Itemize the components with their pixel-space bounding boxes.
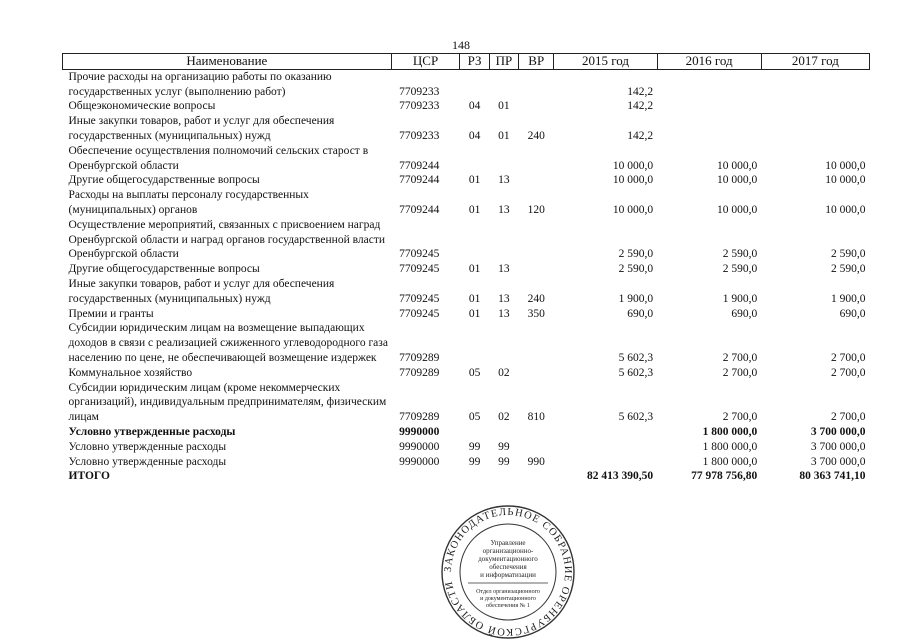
- cell-csr: 7709244: [399, 174, 440, 187]
- cell-rz: 01: [468, 174, 481, 187]
- cell-vr: 350: [527, 307, 545, 320]
- cell-y2015: 5 602,3: [618, 411, 654, 424]
- cell-y2015: 142,2: [627, 85, 654, 98]
- cell-vr: [519, 173, 554, 188]
- cell-rz: [460, 69, 489, 99]
- cell-y2017: 80 363 741,10: [799, 470, 866, 483]
- page-number: 148: [452, 38, 470, 52]
- stamp-inner-line-4: обеспечения: [489, 563, 527, 571]
- cell-y2015: 5 602,3: [618, 366, 654, 379]
- cell-pr: 13: [498, 292, 510, 305]
- cell-name: Премии и гранты: [68, 307, 154, 320]
- cell-csr: 7709244: [399, 159, 440, 172]
- cell-y2015: [554, 425, 657, 440]
- stamp-inner-line-7: и документационного: [480, 596, 536, 602]
- cell-pr: 01: [498, 100, 510, 113]
- cell-y2016: 1 800 000,0: [702, 455, 758, 468]
- cell-y2016: 77 978 756,80: [691, 470, 758, 483]
- cell-csr: 7709233: [399, 100, 440, 113]
- cell-rz: [460, 218, 489, 262]
- table-row: [63, 144, 870, 174]
- cell-vr: [519, 366, 554, 381]
- cell-y2015: 10 000,0: [612, 203, 654, 216]
- cell-vr: [519, 218, 554, 262]
- header-pr: ПР: [489, 54, 518, 70]
- cell-rz: 05: [468, 411, 481, 424]
- cell-csr: 9990000: [399, 425, 440, 438]
- table-header-row: [63, 54, 870, 70]
- cell-name: Расходы на выплаты персоналу государственных (муниципальных) органов: [68, 189, 309, 216]
- cell-csr: [391, 469, 460, 484]
- cell-vr: [519, 469, 554, 484]
- cell-y2017: 2 700,0: [831, 351, 866, 364]
- cell-rz: 01: [468, 292, 481, 305]
- table-row: [63, 307, 870, 322]
- cell-name: Субсидии юридическим лицам на возмещение выпадающих доходов в связи с реализацией сжиженного углеводородного газа населению по цене, не обеспечивающей возмещение издержек: [68, 322, 388, 364]
- header-vr: ВР: [519, 54, 554, 70]
- header-name: Наименование: [63, 54, 392, 70]
- cell-name: Другие общегосударственные вопросы: [68, 174, 260, 187]
- table-row: [63, 69, 870, 99]
- cell-name: Иные закупки товаров, работ и услуг для обеспечения государственных (муниципальных) нужд: [68, 115, 335, 142]
- cell-y2016: 2 700,0: [722, 366, 758, 379]
- cell-csr: 7709245: [399, 263, 440, 276]
- cell-csr: 9990000: [399, 455, 440, 468]
- cell-y2015: 2 590,0: [618, 248, 654, 261]
- cell-csr: 7709289: [399, 351, 440, 364]
- cell-vr: 990: [527, 455, 545, 468]
- cell-rz: 99: [468, 455, 481, 468]
- cell-vr: 810: [527, 411, 545, 424]
- cell-y2016: 1 800 000,0: [702, 440, 758, 453]
- cell-y2017: 2 700,0: [831, 366, 866, 379]
- cell-y2017: 10 000,0: [825, 174, 866, 187]
- table-row: [63, 440, 870, 455]
- cell-csr: 7709244: [399, 203, 440, 216]
- table-row: [63, 366, 870, 381]
- cell-rz: [460, 321, 489, 365]
- cell-name: Обеспечение осуществления полномочий сельских старост в Оренбургской области: [68, 144, 369, 172]
- cell-name: Общеэкономические вопросы: [68, 100, 216, 113]
- cell-y2017: 2 700,0: [831, 411, 866, 424]
- cell-vr: [519, 144, 554, 174]
- cell-y2017: [761, 69, 869, 99]
- cell-name: Условно утвержденные расходы: [68, 455, 227, 468]
- cell-vr: [519, 99, 554, 114]
- official-stamp: [438, 503, 578, 640]
- cell-y2016: 2 590,0: [722, 248, 758, 261]
- cell-csr: 7709289: [399, 366, 440, 379]
- cell-csr: 7709233: [399, 129, 440, 142]
- cell-y2015: 142,2: [627, 100, 654, 113]
- cell-y2015: 690,0: [627, 307, 654, 320]
- cell-y2016: [657, 114, 761, 144]
- cell-y2016: 1 800 000,0: [702, 425, 758, 438]
- cell-y2016: 690,0: [731, 307, 758, 320]
- stamp-inner-line-6: Отдел организационного: [476, 589, 540, 595]
- cell-y2016: 10 000,0: [716, 203, 758, 216]
- cell-y2015: 2 590,0: [618, 263, 654, 276]
- cell-pr: [489, 218, 518, 262]
- cell-y2016: [657, 99, 761, 114]
- cell-pr: 13: [498, 263, 510, 276]
- cell-rz: 01: [468, 263, 481, 276]
- cell-y2017: [761, 114, 869, 144]
- cell-y2017: 3 700 000,0: [810, 455, 866, 468]
- cell-name: Другие общегосударственные вопросы: [68, 263, 260, 276]
- cell-pr: [489, 425, 518, 440]
- cell-rz: 04: [468, 100, 481, 113]
- table-row: [63, 455, 870, 470]
- cell-y2015: 82 413 390,50: [586, 470, 654, 483]
- cell-y2015: 1 900,0: [618, 292, 654, 305]
- stamp-inner-line-1: Управление: [490, 539, 526, 547]
- cell-y2015: 5 602,3: [618, 351, 654, 364]
- cell-vr: [519, 440, 554, 455]
- cell-y2015: 10 000,0: [612, 159, 654, 172]
- stamp-inner-line-5: и информатизации: [480, 571, 536, 579]
- cell-pr: 01: [498, 129, 510, 142]
- table-row: [63, 188, 870, 218]
- table-row: [63, 425, 870, 440]
- cell-y2016: [657, 69, 761, 99]
- cell-csr: 7709245: [399, 248, 440, 261]
- cell-name: Субсидии юридическим лицам (кроме некоммерческих организаций), индивидуальным предпринимателям, физическим лицам: [68, 381, 387, 424]
- cell-y2015: [554, 455, 657, 470]
- cell-y2017: 10 000,0: [825, 159, 866, 172]
- cell-pr: 99: [498, 440, 510, 453]
- table-row: [63, 99, 870, 114]
- cell-csr: 7709245: [399, 292, 440, 305]
- cell-pr: 99: [498, 455, 510, 468]
- cell-rz: [460, 469, 489, 484]
- cell-pr: 02: [498, 411, 510, 424]
- table-row: [63, 262, 870, 277]
- cell-y2016: 1 900,0: [722, 292, 758, 305]
- cell-rz: 04: [468, 129, 481, 142]
- cell-vr: [519, 425, 554, 440]
- cell-rz: [460, 144, 489, 174]
- cell-y2015: 142,2: [627, 129, 654, 142]
- cell-pr: 13: [498, 174, 510, 187]
- stamp-inner-line-8: обеспечения № 1: [486, 603, 530, 609]
- cell-rz: 01: [468, 203, 481, 216]
- budget-table: [62, 53, 870, 484]
- table-row: [63, 321, 870, 365]
- cell-pr: [489, 69, 518, 99]
- cell-csr: 7709289: [399, 411, 440, 424]
- cell-pr: 13: [498, 203, 510, 216]
- cell-vr: [519, 69, 554, 99]
- cell-vr: [519, 321, 554, 365]
- cell-y2015: 10 000,0: [612, 174, 654, 187]
- cell-y2016: 2 700,0: [722, 351, 758, 364]
- cell-name: Осуществление мероприятий, связанных с присвоением наград Оренбургской области и наград органов государственной власти Оренбургской области: [68, 218, 386, 261]
- cell-name: Условно утвержденные расходы: [68, 425, 236, 438]
- cell-y2017: 2 590,0: [831, 248, 866, 261]
- cell-name: Коммунальное хозяйство: [68, 366, 193, 379]
- cell-y2017: [761, 99, 869, 114]
- cell-vr: [519, 262, 554, 277]
- table-row: [63, 381, 870, 425]
- cell-pr: [489, 469, 518, 484]
- header-2015: 2015 год: [554, 54, 657, 70]
- cell-y2017: 1 900,0: [831, 292, 866, 305]
- cell-csr: 7709245: [399, 307, 440, 320]
- table-body: [63, 69, 870, 484]
- cell-name: ИТОГО: [68, 470, 110, 483]
- cell-pr: 13: [498, 307, 510, 320]
- cell-csr: 9990000: [399, 440, 440, 453]
- table-row: [63, 173, 870, 188]
- cell-pr: [489, 321, 518, 365]
- cell-y2016: 2 700,0: [722, 411, 758, 424]
- cell-rz: 05: [468, 366, 481, 379]
- cell-rz: 01: [468, 307, 481, 320]
- table-row: [63, 218, 870, 262]
- header-csr: ЦСР: [391, 54, 460, 70]
- cell-vr: 240: [527, 292, 545, 305]
- header-2016: 2016 год: [657, 54, 761, 70]
- cell-y2017: 10 000,0: [825, 203, 866, 216]
- cell-vr: 240: [527, 129, 545, 142]
- cell-y2016: 10 000,0: [716, 159, 758, 172]
- cell-y2017: 3 700 000,0: [810, 440, 866, 453]
- stamp-inner-line-2: организационно-: [482, 547, 534, 555]
- cell-y2017: 690,0: [839, 307, 866, 320]
- cell-vr: 120: [527, 203, 545, 216]
- stamp-inner-line-3: документационного: [478, 555, 538, 563]
- cell-name: Прочие расходы на организацию работы по оказанию государственных услуг (выполнению работ): [68, 70, 332, 98]
- cell-y2015: [554, 440, 657, 455]
- table-row: [63, 469, 870, 484]
- cell-name: Условно утвержденные расходы: [68, 440, 227, 453]
- cell-y2017: 3 700 000,0: [810, 425, 866, 438]
- cell-pr: [489, 144, 518, 174]
- header-rz: РЗ: [460, 54, 489, 70]
- cell-y2016: 2 590,0: [722, 263, 758, 276]
- cell-name: Иные закупки товаров, работ и услуг для обеспечения государственных (муниципальных) нужд: [68, 277, 335, 305]
- stamp-outer-text: ЗАКОНОДАТЕЛЬНОЕ СОБРАНИЕ ОРЕНБУРГСКОЙ ОБЛАСТИ: [442, 506, 574, 638]
- cell-rz: [460, 425, 489, 440]
- cell-y2016: 10 000,0: [716, 174, 758, 187]
- header-2017: 2017 год: [761, 54, 869, 70]
- cell-y2017: 2 590,0: [831, 263, 866, 276]
- table-row: [63, 277, 870, 307]
- cell-csr: 7709233: [399, 85, 440, 98]
- table-row: [63, 114, 870, 144]
- cell-rz: 99: [468, 440, 481, 453]
- cell-pr: 02: [498, 366, 510, 379]
